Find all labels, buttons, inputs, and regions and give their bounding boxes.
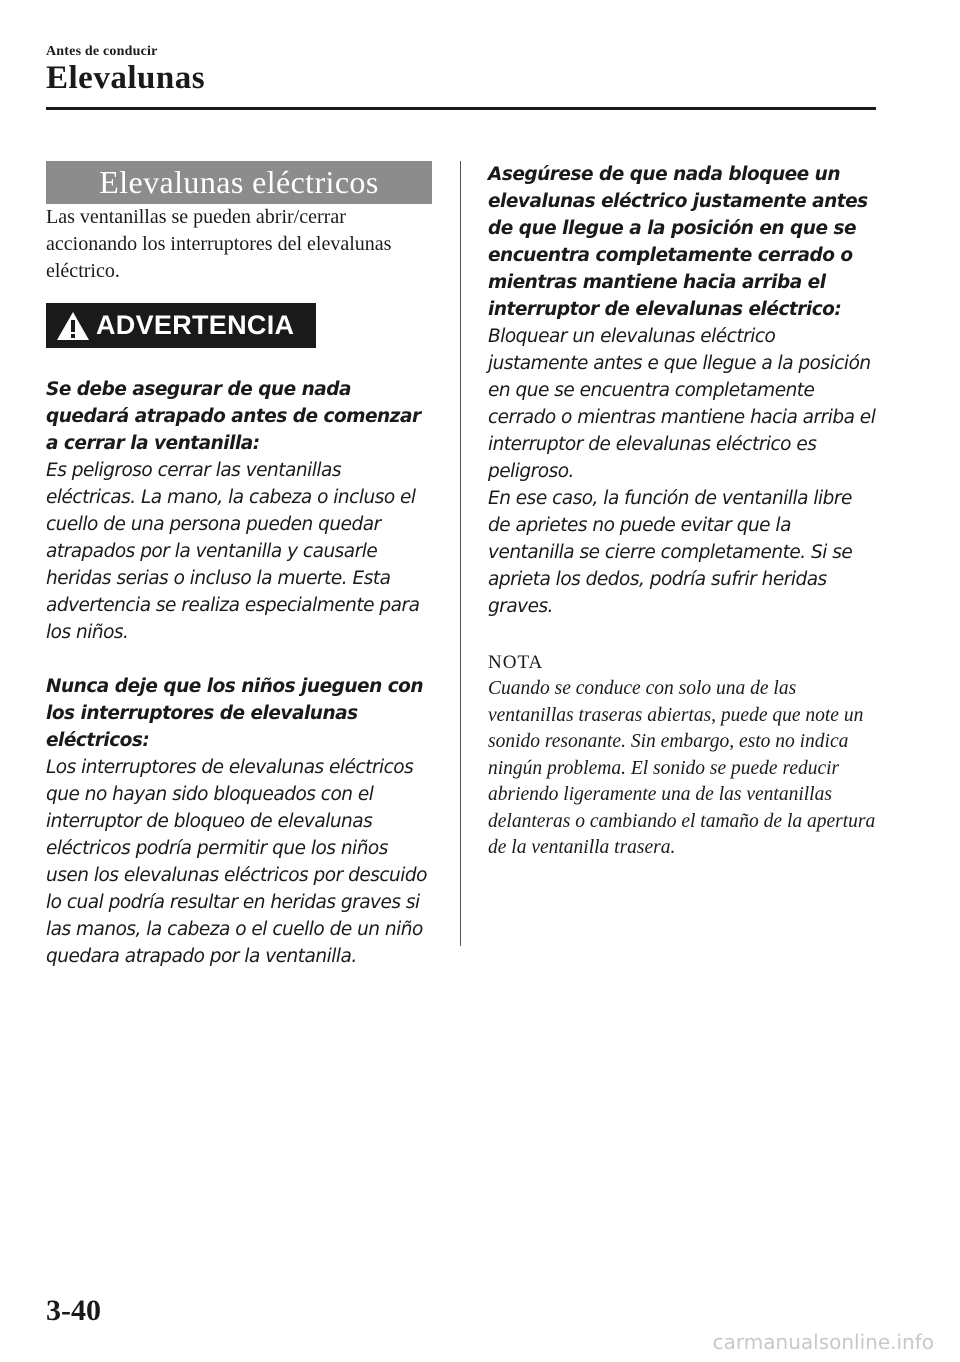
note-text: Cuando se conduce con solo una de las ventanillas traseras abiertas, puede que note un sonido resonante. Sin embargo, esto no indica ningún problema. El sonido se puede reducir abriendo ligeramente una de las ventanillas delanteras o cambiando el tamaño de la apertura de la ventanilla trasera. xyxy=(488,678,876,858)
warning-label: ADVERTENCIA xyxy=(96,310,295,340)
warning-text: Bloquear un elevalunas eléctrico justamente antes e que llegue a la posición en que se encuentra completamente cerrado o mientras mantiene hacia arriba el interruptor de elevalunas eléctrico es peligroso. xyxy=(488,326,876,482)
warning-triangle-icon xyxy=(56,311,90,341)
warning-title: Se debe asegurar de que nada quedará atrapado antes de comenzar a cerrar la ventanilla: xyxy=(46,379,421,454)
watermark: carmanualsonline.info xyxy=(712,1330,934,1354)
column-divider xyxy=(460,161,461,946)
warning-title: Nunca deje que los niños jueguen con los interruptores de elevalunas eléctricos: xyxy=(46,676,424,751)
warning-item xyxy=(488,161,878,620)
warning-item xyxy=(46,376,432,646)
chapter-title: Elevalunas xyxy=(46,60,206,96)
header-rule xyxy=(46,107,876,110)
warning-label-box xyxy=(46,303,316,348)
warning-text: En ese caso, la función de ventanilla libre de aprietes no puede evitar que la ventanilla se cierre completamente. Si se aprieta los dedos, podría sufrir heridas graves. xyxy=(488,488,853,617)
running-head-section: Antes de conducir xyxy=(46,44,158,59)
warning-text: Es peligroso cerrar las ventanillas eléctricas. La mano, la cabeza o incluso el cuello de una persona pueden quedar atrapados por la ventanilla y causarle heridas serias o incluso la muerte. Esta advertencia se realiza especialmente para los niños. xyxy=(46,460,420,643)
warning-title: Asegúrese de que nada bloquee un elevalunas eléctrico justamente antes de que llegue a la posición en que se encuentra completamente cerrado o mientras mantiene hacia arriba el interruptor de elevalunas eléctrico: xyxy=(488,164,868,320)
intro-paragraph: Las ventanillas se pueden abrir/cerrar accionando los interruptores del elevalunas eléctrico. xyxy=(46,206,392,282)
right-column xyxy=(488,161,878,862)
note-title: NOTA xyxy=(488,652,544,673)
warning-text: Los interruptores de elevalunas eléctricos que no hayan sido bloqueados con el interruptor de bloqueo de elevalunas eléctricos podría permitir que los niños usen los elevalunas eléctricos por descuido lo cual podría resultar en heridas graves si las manos, la cabeza o el cuello de un niño quedara atrapado por la ventanilla. xyxy=(46,757,427,967)
page-number: 3-40 xyxy=(46,1294,101,1327)
left-column xyxy=(46,161,432,970)
section-banner: Elevalunas eléctricos xyxy=(46,161,432,204)
warning-item xyxy=(46,673,432,970)
